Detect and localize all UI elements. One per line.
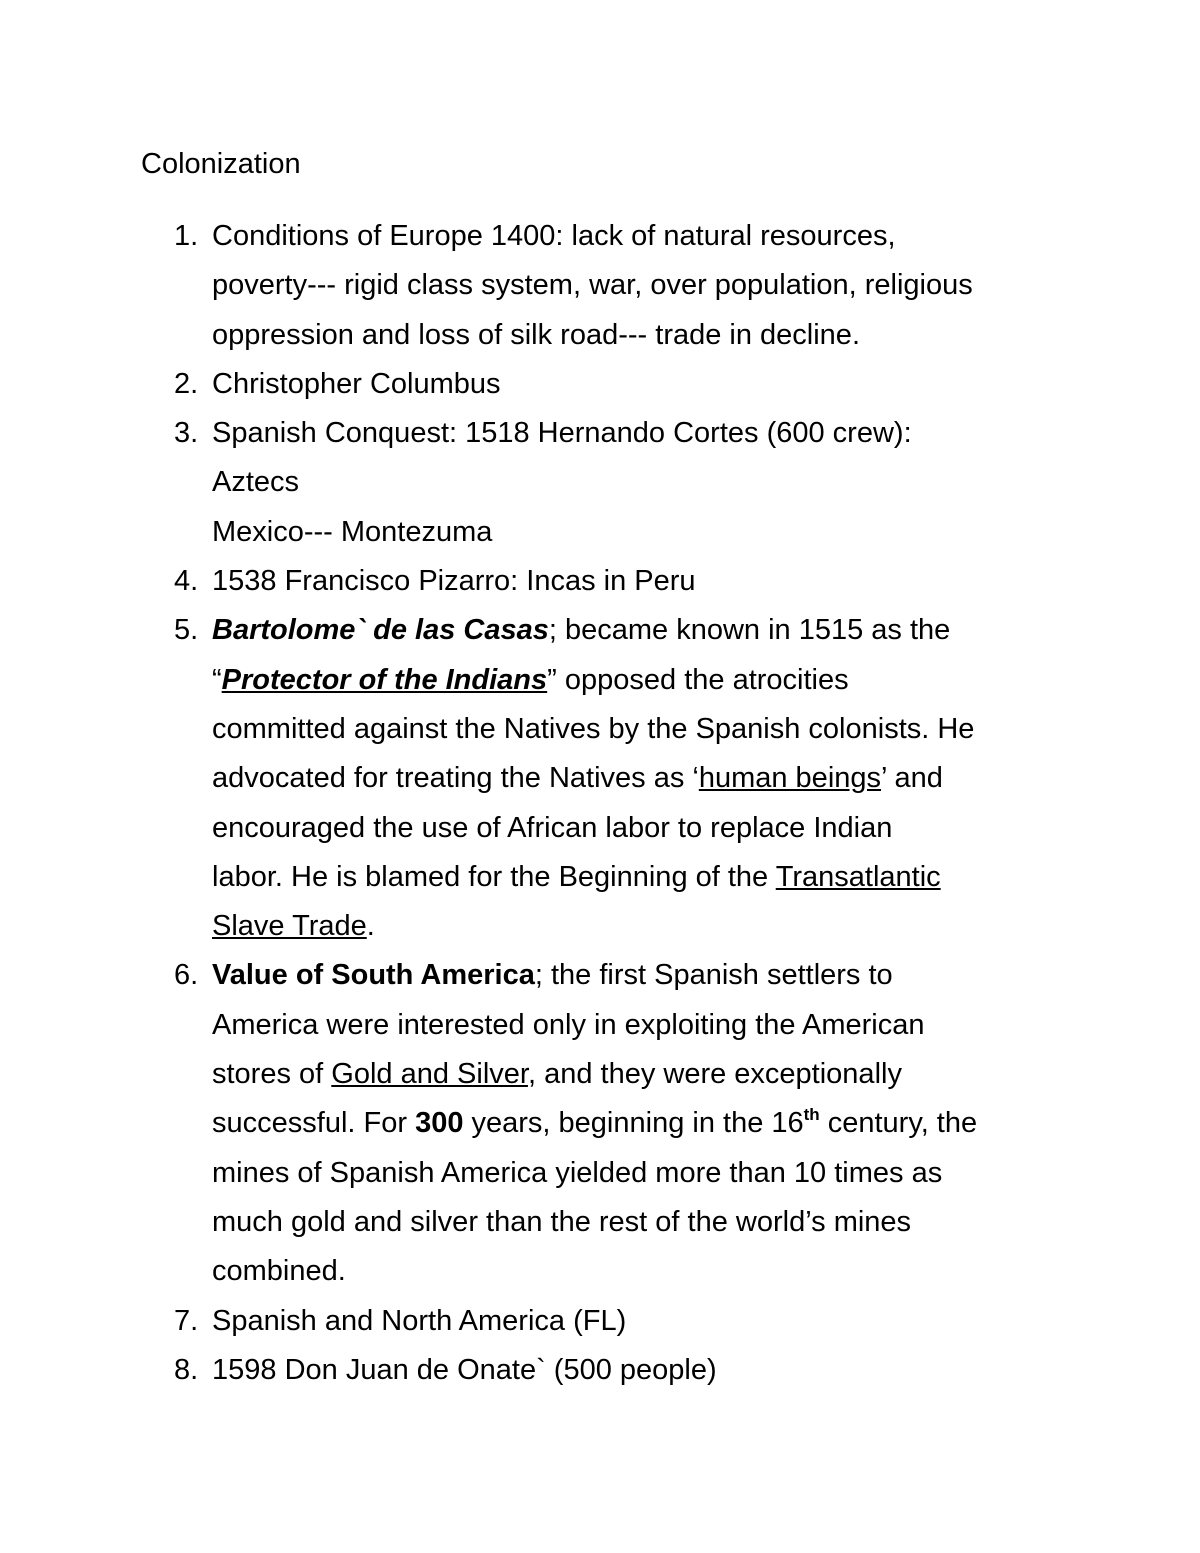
text-run: century, the bbox=[819, 1107, 978, 1140]
text-run: ; the first Spanish settlers to bbox=[534, 959, 893, 992]
text-run: . bbox=[366, 910, 375, 943]
text-run: ’ and bbox=[881, 762, 943, 795]
item-line bbox=[212, 902, 1100, 951]
item-number: 4. bbox=[174, 565, 199, 598]
text-run: advocated for treating the Natives as ‘ bbox=[212, 762, 699, 795]
person-name: Bartolome` de las Casas bbox=[212, 614, 549, 647]
item-number: 7. bbox=[174, 1304, 199, 1337]
text-run: stores of bbox=[212, 1058, 332, 1091]
item-line: mines of Spanish America yielded more than 10 times as bbox=[212, 1156, 943, 1189]
underlined-phrase: Slave Trade bbox=[212, 910, 367, 943]
list-item-2 bbox=[140, 360, 1100, 409]
list-item-7 bbox=[140, 1297, 1100, 1346]
item-line: poverty--- rigid class system, war, over population, religious bbox=[212, 269, 973, 302]
item-line: 1538 Francisco Pizarro: Incas in Peru bbox=[212, 565, 696, 598]
list-item-3 bbox=[140, 409, 1100, 557]
item-line: Conditions of Europe 1400: lack of natural resources, bbox=[212, 220, 896, 252]
item-line: oppression and loss of silk road--- trade in decline. bbox=[212, 318, 860, 351]
item-line: America were interested only in exploiting the American bbox=[212, 1008, 925, 1041]
item-line: Aztecs bbox=[212, 466, 300, 499]
text-run: successful. For bbox=[212, 1107, 416, 1140]
underlined-phrase: human beings bbox=[698, 762, 882, 795]
text-run: years, beginning in the 16 bbox=[463, 1107, 804, 1140]
item-line bbox=[212, 1050, 1100, 1099]
bold-number: 300 bbox=[415, 1107, 464, 1140]
list-item-8 bbox=[140, 1346, 1100, 1395]
text-run: labor. He is blamed for the Beginning of the bbox=[212, 860, 776, 893]
title-phrase: Protector of the Indians bbox=[221, 663, 548, 696]
item-line: 1598 Don Juan de Onate` (500 people) bbox=[212, 1353, 717, 1386]
underlined-phrase: Transatlantic bbox=[775, 860, 941, 893]
bold-heading: Value of South America bbox=[212, 959, 535, 992]
item-number: 5. bbox=[174, 614, 199, 647]
item-line bbox=[212, 606, 1100, 655]
item-line: much gold and silver than the rest of the world’s mines bbox=[212, 1205, 912, 1238]
list-item-1 bbox=[140, 212, 1100, 360]
notes-list bbox=[140, 212, 1100, 1395]
text-run: ; became known in 1515 as the bbox=[548, 614, 951, 647]
list-item-5 bbox=[140, 606, 1100, 951]
item-line bbox=[212, 754, 1100, 803]
item-line bbox=[212, 951, 1100, 1000]
item-number: 6. bbox=[174, 959, 199, 992]
item-line: combined. bbox=[212, 1255, 346, 1288]
item-line bbox=[212, 1099, 1100, 1148]
item-number: 3. bbox=[174, 417, 199, 450]
item-number: 2. bbox=[174, 367, 199, 400]
item-number: 1. bbox=[174, 220, 199, 252]
item-line: Christopher Columbus bbox=[212, 367, 501, 400]
list-item-4 bbox=[140, 557, 1100, 606]
item-line bbox=[212, 853, 1100, 902]
item-line bbox=[212, 656, 1100, 705]
item-line: Spanish Conquest: 1518 Hernando Cortes (600 crew): bbox=[212, 417, 912, 450]
item-line: committed against the Natives by the Spanish colonists. He bbox=[212, 712, 975, 745]
item-number: 8. bbox=[174, 1353, 199, 1386]
item-line: encouraged the use of African labor to replace Indian bbox=[212, 811, 893, 844]
ordinal-suffix: th bbox=[803, 1105, 820, 1125]
text-run: “ bbox=[212, 663, 222, 696]
item-line: Spanish and North America (FL) bbox=[212, 1304, 627, 1337]
item-line: Mexico--- Montezuma bbox=[212, 515, 493, 548]
underlined-phrase: Gold and Silver bbox=[331, 1058, 528, 1091]
page-title: Colonization bbox=[141, 148, 301, 180]
list-item-6 bbox=[140, 951, 1100, 1296]
text-run: , and they were exceptionally bbox=[527, 1058, 902, 1091]
text-run: ” opposed the atrocities bbox=[547, 663, 849, 696]
